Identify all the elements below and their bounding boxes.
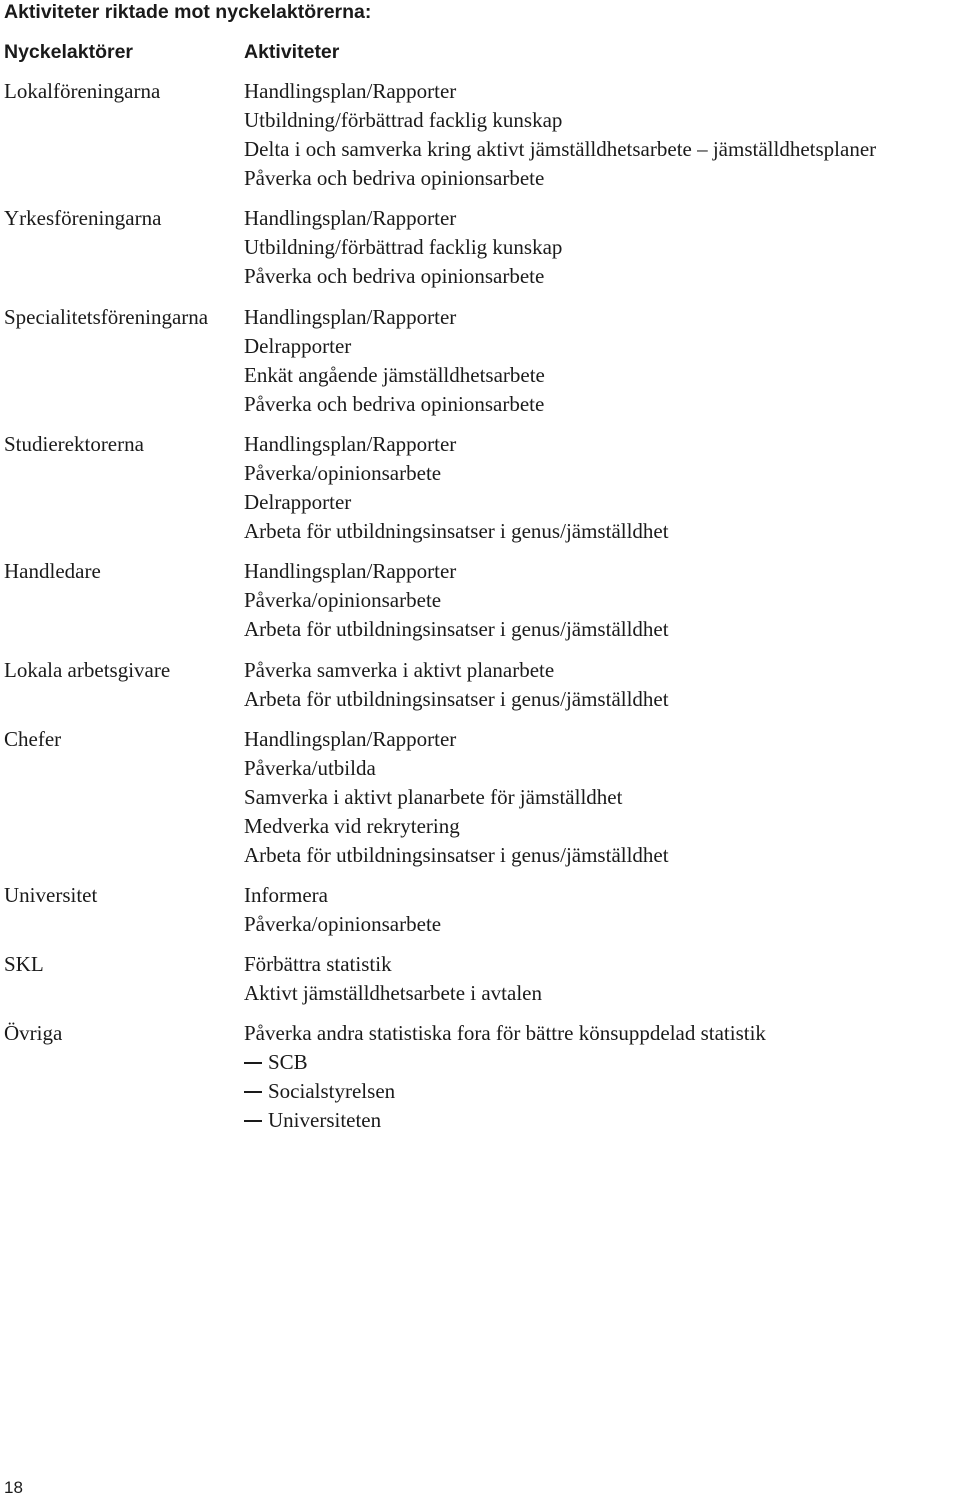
activity-item: Delrapporter	[244, 490, 352, 514]
activity-sub-item-label: Socialstyrelsen	[268, 1079, 396, 1103]
activity-list	[244, 725, 669, 870]
activity-item: Utbildning/förbättrad facklig kunskap	[244, 108, 563, 132]
page-heading: Aktiviteter riktade mot nyckelaktörerna:	[4, 1, 372, 23]
column-header-actors: Nyckelaktörer	[4, 41, 133, 63]
actor-name: Studierektorerna	[4, 432, 144, 456]
activity-item: Medverka vid rekrytering	[244, 814, 460, 838]
actor-name: Lokalföreningarna	[4, 79, 161, 103]
activity-item: Handlingsplan/Rapporter	[244, 206, 457, 230]
activity-item: Påverka/opinionsarbete	[244, 588, 442, 612]
dash-icon	[244, 1091, 262, 1093]
activity-item: Påverka/utbilda	[244, 756, 376, 780]
actor-name: Universitet	[4, 883, 98, 907]
activity-item: Påverka andra statistiska fora för bättre könsuppdelad statistik	[244, 1021, 766, 1045]
activity-item: Handlingsplan/Rapporter	[244, 727, 457, 751]
actor-name: Specialitetsföreningarna	[4, 305, 209, 329]
activity-item: Delrapporter	[244, 334, 352, 358]
activity-item: Delta i och samverka kring aktivt jämställdhetsarbete – jämställdhetsplaner	[244, 137, 877, 161]
activity-list	[244, 656, 669, 714]
activity-sub-list	[244, 1048, 766, 1135]
activity-item: Samverka i aktivt planarbete för jämställdhet	[244, 785, 623, 809]
activity-item: Handlingsplan/Rapporter	[244, 305, 457, 329]
activity-item: Påverka och bedriva opinionsarbete	[244, 392, 545, 416]
actor-name: Handledare	[4, 559, 101, 583]
activity-sub-item	[244, 1048, 766, 1077]
activity-item: Handlingsplan/Rapporter	[244, 432, 457, 456]
activity-list	[244, 204, 562, 291]
activity-item: Arbeta för utbildningsinsatser i genus/jämställdhet	[244, 617, 669, 641]
activity-sub-item-label: Universiteten	[268, 1108, 382, 1132]
activity-item: Arbeta för utbildningsinsatser i genus/jämställdhet	[244, 519, 669, 543]
dash-icon	[244, 1062, 262, 1064]
actor-name: Chefer	[4, 727, 62, 751]
actor-name: Övriga	[4, 1021, 63, 1045]
activity-item: Handlingsplan/Rapporter	[244, 559, 457, 583]
activity-list	[244, 1019, 766, 1135]
activity-item: Arbeta för utbildningsinsatser i genus/jämställdhet	[244, 843, 669, 867]
activity-item: Förbättra statistik	[244, 952, 392, 976]
activity-sub-item-label: SCB	[268, 1050, 308, 1074]
activity-item: Informera	[244, 883, 328, 907]
activity-sub-item	[244, 1077, 766, 1106]
activity-item: Påverka samverka i aktivt planarbete	[244, 658, 555, 682]
page-number: 18	[4, 1478, 23, 1497]
actor-name: Yrkesföreningarna	[4, 206, 162, 230]
activity-sub-list-container	[244, 1048, 766, 1135]
activity-item: Påverka och bedriva opinionsarbete	[244, 166, 545, 190]
activity-item: Enkät angående jämställdhetsarbete	[244, 363, 545, 387]
activity-list	[244, 303, 545, 419]
activity-list	[244, 881, 441, 939]
activity-item: Aktivt jämställdhetsarbete i avtalen	[244, 981, 542, 1005]
actor-name: SKL	[4, 952, 44, 976]
activity-item: Utbildning/förbättrad facklig kunskap	[244, 235, 563, 259]
dash-icon	[244, 1120, 262, 1122]
activity-list	[244, 557, 669, 644]
column-header-activities: Aktiviteter	[244, 41, 340, 63]
activity-item: Påverka/opinionsarbete	[244, 912, 442, 936]
activity-item: Arbeta för utbildningsinsatser i genus/jämställdhet	[244, 687, 669, 711]
activity-sub-item	[244, 1106, 766, 1135]
activity-list	[244, 430, 669, 546]
actor-name: Lokala arbetsgivare	[4, 658, 171, 682]
activity-item: Handlingsplan/Rapporter	[244, 79, 457, 103]
activity-item: Påverka och bedriva opinionsarbete	[244, 264, 545, 288]
activity-item: Påverka/opinionsarbete	[244, 461, 442, 485]
activity-list	[244, 77, 876, 193]
activity-list	[244, 950, 542, 1008]
